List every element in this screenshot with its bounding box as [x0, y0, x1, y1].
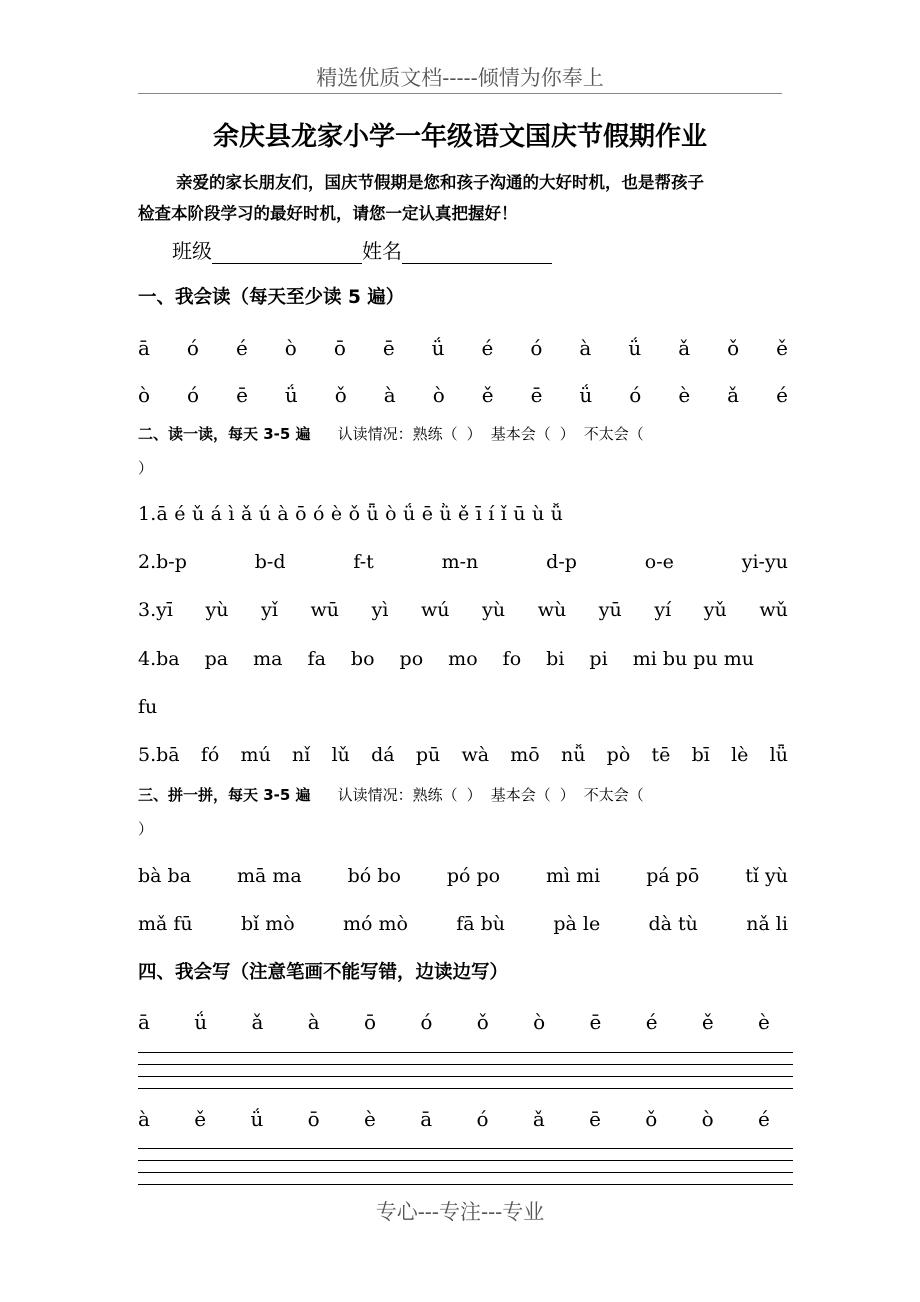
pinyin-item: 5.bā	[138, 744, 180, 766]
section-3-row-2	[138, 913, 788, 935]
writing-line	[138, 1064, 793, 1065]
pinyin-item: ō	[307, 1107, 320, 1131]
pinyin-pair: m-n	[441, 551, 479, 573]
pinyin-item: ē	[589, 1107, 601, 1131]
pinyin-item: ǘ	[579, 383, 593, 407]
pinyin-item: wù	[537, 599, 567, 621]
pinyin-item: ò	[701, 1107, 714, 1131]
section-2-title: 二、读一读，每天 3-5 遍	[138, 425, 311, 443]
writing-line	[138, 1052, 793, 1053]
pinyin-item: ā	[138, 336, 150, 360]
pinyin-item: tē	[651, 744, 671, 766]
name-blank[interactable]	[402, 243, 552, 264]
section-2-line-3	[138, 599, 788, 621]
pinyin-item: pò	[606, 744, 631, 766]
pinyin-word: mǎ fū	[138, 913, 193, 935]
writing-line	[138, 1076, 793, 1077]
pinyin-item: yǐ	[261, 599, 278, 621]
pinyin-item: wū	[310, 599, 340, 621]
name-label: 姓名	[362, 239, 402, 263]
pinyin-item: à	[307, 1010, 320, 1034]
section-2-line-4	[138, 648, 754, 670]
pinyin-item: ě	[776, 336, 788, 360]
pinyin-item: lǖ	[769, 744, 788, 766]
pinyin-item: è	[678, 383, 691, 407]
class-blank[interactable]	[212, 243, 362, 264]
pinyin-item: ē	[382, 336, 395, 360]
pinyin-item: ē	[589, 1010, 602, 1034]
pinyin-item: ō	[364, 1010, 377, 1034]
pinyin-item: fo	[502, 648, 522, 670]
writing-line	[138, 1148, 793, 1149]
pinyin-item: mú	[240, 744, 271, 766]
pinyin-item: lè	[731, 744, 749, 766]
section-1-row-1	[138, 336, 788, 360]
pinyin-word: bà ba	[138, 865, 192, 887]
section-1-row-2	[138, 383, 788, 407]
pinyin-item: ó	[420, 1010, 433, 1034]
pinyin-item: mō	[510, 744, 540, 766]
pinyin-pair: d-p	[546, 551, 577, 573]
pinyin-item: wǔ	[759, 599, 788, 621]
pinyin-item: ma	[253, 648, 283, 670]
page-header: 精选优质文档-----倾情为你奉上	[316, 66, 604, 90]
pinyin-word: tǐ yù	[745, 865, 788, 887]
pinyin-item: bo	[350, 648, 375, 670]
pinyin-item: ǒ	[476, 1010, 489, 1034]
section-2-status-end: ）	[138, 459, 154, 477]
pinyin-item: à	[383, 383, 396, 407]
writing-line	[138, 1184, 793, 1185]
pinyin-item: ǎ	[532, 1107, 545, 1131]
pinyin-item: é	[481, 336, 494, 360]
pinyin-word: nǎ li	[746, 913, 788, 935]
section-2-header	[138, 423, 644, 444]
section-1-title: 一、我会读（每天至少读 5 遍）	[138, 287, 405, 308]
pinyin-item: ǘ	[431, 336, 445, 360]
pinyin-item: ē	[530, 383, 543, 407]
pinyin-item: è	[758, 1010, 770, 1034]
pinyin-item: yǔ	[703, 599, 727, 621]
pinyin-item: ě	[701, 1010, 714, 1034]
pinyin-item: ó	[187, 383, 200, 407]
class-label: 班级	[172, 239, 212, 263]
writing-line	[138, 1088, 793, 1089]
section-4-title: 四、我会写（注意笔画不能写错，边读边写）	[138, 962, 509, 983]
pinyin-item: ǘ	[628, 336, 642, 360]
writing-line	[138, 1160, 793, 1161]
pinyin-item: é	[758, 1107, 770, 1131]
section-3-status-end: ）	[138, 820, 154, 838]
pinyin-item: à	[138, 1107, 150, 1131]
pinyin-item: lǔ	[331, 744, 350, 766]
pinyin-item: yì	[371, 599, 389, 621]
pinyin-item: bī	[691, 744, 710, 766]
pinyin-pair: f-t	[353, 551, 374, 573]
pinyin-item: 4.ba	[138, 648, 180, 670]
pinyin-item: é	[235, 336, 248, 360]
pinyin-item: wà	[461, 744, 490, 766]
section-4-row-1	[138, 1010, 770, 1034]
pinyin-item: ō	[333, 336, 346, 360]
pinyin-item: é	[645, 1010, 658, 1034]
pinyin-item: ò	[138, 383, 151, 407]
pinyin-item: pi	[589, 648, 608, 670]
intro-line-2: 检查本阶段学习的最好时机，请您一定认真把握好！	[138, 204, 518, 223]
pinyin-item: mo	[448, 648, 478, 670]
pinyin-item: ǎ	[727, 383, 740, 407]
pinyin-item: dá	[371, 744, 395, 766]
pinyin-pair: 2.b-p	[138, 551, 187, 573]
pinyin-word: pó po	[446, 865, 501, 887]
pinyin-item: bi	[546, 648, 565, 670]
pinyin-word: mì mi	[546, 865, 601, 887]
section-3-row-1	[138, 865, 788, 887]
writing-line	[138, 1172, 793, 1173]
pinyin-item: nǚ	[560, 744, 586, 766]
section-3-title: 三、拼一拼，每天 3-5 遍	[138, 786, 311, 804]
pinyin-item: pū	[415, 744, 441, 766]
pinyin-item: ò	[533, 1010, 546, 1034]
pinyin-item: ā	[420, 1107, 433, 1131]
pinyin-item: ǘ	[250, 1107, 264, 1131]
pinyin-word: pà le	[553, 913, 601, 935]
section-4-row-2	[138, 1107, 770, 1131]
pinyin-word: dà tù	[648, 913, 698, 935]
section-2-line-4-wrap: fu	[138, 696, 158, 718]
pinyin-item: ǒ	[334, 383, 347, 407]
pinyin-pair: b-d	[254, 551, 286, 573]
pinyin-item: ǎ	[251, 1010, 264, 1034]
pinyin-item: 3.yī	[138, 599, 173, 621]
pinyin-item: fa	[307, 648, 326, 670]
pinyin-item: nǐ	[292, 744, 311, 766]
pinyin-word: mó mò	[342, 913, 408, 935]
page-footer: 专心---专注---专业	[375, 1200, 545, 1224]
section-3-status: 认读情况：熟练（ ） 基本会（ ） 不太会（	[337, 786, 644, 804]
pinyin-item: è	[364, 1107, 376, 1131]
pinyin-word: fā bù	[456, 913, 506, 935]
pinyin-word: bǐ mò	[240, 913, 295, 935]
pinyin-item: ó	[476, 1107, 489, 1131]
pinyin-item: yí	[654, 599, 672, 621]
pinyin-item: ò	[284, 336, 297, 360]
intro-line-1: 亲爱的家长朋友们，国庆节假期是您和孩子沟通的大好时机，也是帮孩子	[176, 173, 704, 192]
pinyin-item: ò	[432, 383, 445, 407]
pinyin-item: ē	[236, 383, 248, 407]
section-2-line-5	[138, 744, 788, 766]
pinyin-item: ǒ	[645, 1107, 658, 1131]
pinyin-item: mi bu pu mu	[632, 648, 754, 670]
pinyin-item: ě	[194, 1107, 207, 1131]
section-2-line-1: 1.ā é ǔ á ì ǎ ú à ō ó è ǒ ǖ ò ǘ ē ǜ ě ī í ǐ ū ù ǚ	[138, 503, 564, 525]
pinyin-item: pa	[204, 648, 229, 670]
section-2-line-2	[138, 551, 788, 573]
pinyin-pair: yi-yu	[741, 551, 788, 573]
pinyin-item: yù	[482, 599, 506, 621]
pinyin-word: pá pō	[646, 865, 700, 887]
header-rule	[138, 93, 782, 94]
pinyin-item: ǒ	[727, 336, 740, 360]
section-2-status: 认读情况：熟练（ ） 基本会（ ） 不太会（	[337, 425, 644, 443]
pinyin-item: ó	[186, 336, 199, 360]
pinyin-item: wú	[421, 599, 450, 621]
pinyin-item: à	[579, 336, 592, 360]
pinyin-item: yù	[205, 599, 229, 621]
class-name-form	[172, 235, 552, 264]
pinyin-item: ó	[530, 336, 543, 360]
pinyin-word: bó bo	[347, 865, 401, 887]
pinyin-item: po	[399, 648, 424, 670]
pinyin-item: fó	[200, 744, 220, 766]
page-title: 余庆县龙家小学一年级语文国庆节假期作业	[212, 122, 707, 152]
pinyin-item: ǘ	[194, 1010, 208, 1034]
pinyin-item: é	[776, 383, 788, 407]
pinyin-word: mā ma	[236, 865, 302, 887]
section-3-header	[138, 784, 644, 805]
pinyin-item: ó	[629, 383, 642, 407]
pinyin-item: yū	[598, 599, 622, 621]
pinyin-pair: o-e	[644, 551, 674, 573]
pinyin-item: ǘ	[284, 383, 298, 407]
pinyin-item: ě	[481, 383, 494, 407]
pinyin-item: ǎ	[678, 336, 691, 360]
pinyin-item: ā	[138, 1010, 150, 1034]
